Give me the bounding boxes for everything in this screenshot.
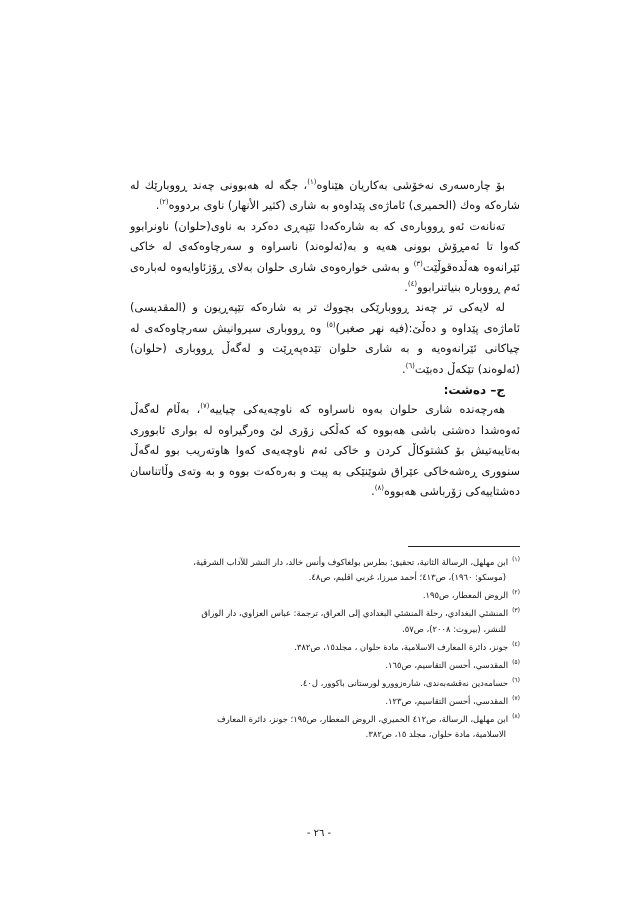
footnote-text: جونز، دائرة المعارف الاسلامیة، مادة حلوان ، مجلد١٥، ص٣٨٢.	[294, 641, 509, 652]
footnote-number: (٣)	[512, 607, 520, 615]
paragraph-2-end: .	[404, 281, 408, 295]
footnote-7	[128, 691, 520, 709]
paragraph-2-text-b: و بەشی خوارەوەی شاری حلوان بەلای ڕۆژئاوایەوە لەبارەی ئەم ڕووبارە بنیاتنرابوو	[130, 260, 520, 295]
footnote-1	[128, 552, 520, 570]
footnote-number: (٨)	[512, 713, 520, 721]
footnote-6	[128, 673, 520, 691]
footnote-text: (موسکو: ١٩٦٠)، ص٤١٣؛ أحمد میرزا، غربي اقلیم، ص٤٨.	[308, 572, 506, 583]
footnote-text: المقدسي، أحسن التقاسیم، ص١٢٣.	[385, 695, 509, 706]
paragraph-4-end: .	[371, 485, 375, 499]
paragraph-1	[130, 176, 520, 217]
footnote-text: الاسلامیة، مادة حلوان، مجلد ١٥، ص٣٨٢.	[365, 729, 506, 740]
footnote-ref-1: (١)	[307, 178, 317, 187]
footnote-3-cont	[128, 622, 520, 637]
footnote-ref-3: (٣)	[413, 259, 423, 268]
footnote-text: الروض المعطار، ص١٩٥.	[422, 590, 509, 601]
footnote-text: حسامەدین نەقشەبەندی، شارەزوورو لورستانی باکوور، ل٤٠.	[300, 677, 509, 688]
paragraph-1-text-b: ، جگە لە هەبوونی چەند ڕووبارێك لە شارەکە وەك (الحمیری) ئاماژەی پێداوەو بە شاری (کثیر الأنهار) ناوی بردووە	[130, 179, 520, 213]
main-text	[130, 176, 520, 503]
footnote-1-cont	[128, 570, 520, 585]
footnote-text: ابن مهلهل، الرسالة، ص٤١٢ الحمیري، الروض المعطار، ص١٩٥؛ جونز، دائرة المعارف	[216, 714, 509, 725]
footnote-text: للنشر، (بیروت: ٢٠٠٨)، ص٥٧.	[402, 623, 506, 634]
footnote-ref-5: (٥)	[326, 321, 336, 330]
footnote-ref-4: (٤)	[407, 280, 418, 289]
footnote-4	[128, 637, 520, 655]
paragraph-1-text-a: بۆ چارەسەری نەخۆشی بەکاریان هێناوە	[316, 179, 505, 192]
paragraph-3-end: .	[402, 362, 406, 376]
footnote-5	[128, 655, 520, 673]
footnote-number: (٧)	[512, 695, 520, 703]
paragraph-3-text-b: وە ڕووباری سیروانیش سەرچاوەکەی لە چیاکانی ئێرانەوەیە و بە شاری حلوان تێدەپەڕێت و لەگەڵ ڕووباری (حلوان) (ئەلوەند) تێکەڵ دەبێت	[130, 321, 520, 376]
paragraph-3-text-a: لە لایەکی تر چەند ڕووبارێکی بچووك تر بە شارەکە تێپەڕیون و (المقدیسی) ئاماژەی پێداوە و دەڵێ:(فیە نهر صغیر)	[130, 301, 521, 335]
footnote-ref-2: (٢)	[159, 198, 169, 207]
footnote-3	[128, 603, 520, 621]
paragraph-4-text-a: هەرچەندە شاری حلوان بەوە ناسراوە کە ناوچەیەکی چیاییە	[209, 403, 505, 417]
section-heading: ج– دەشت:	[443, 383, 505, 398]
paragraph-3	[130, 298, 520, 380]
footnotes	[128, 552, 520, 743]
footnote-text: المقدسي، أحسن التقاسیم، ص١٦٥.	[385, 659, 509, 670]
footnote-number: (٦)	[512, 677, 520, 685]
footnote-text: المنشئي البغدادي، رحلة المنشئي البغدادي إلی العراق، ترجمة: عباس العزاوي، دار الوراق	[201, 608, 509, 619]
footnote-number: (١)	[512, 556, 520, 563]
footnote-8-cont	[128, 727, 520, 742]
paragraph-4	[130, 400, 520, 502]
paragraph-2	[130, 217, 520, 299]
footnote-text: ابن مهلهل، الرسالة الثانیة، تحقیق: بطرس بولغاکوف وأنس خالد، دار النشر للآداب الشرقیة،	[193, 556, 509, 567]
paragraph-4-text-b: ، بەڵام لەگەڵ ئەوەشدا دەشتی باشی هەبووە کە کەڵکی زۆری لێ وەرگیراوە لە بواری ئابووری بەتایبەتیش بۆ کشتوکاڵ کردن و خاکی ئەم ناوچەیەی کەوا هاوتەریب بوو لەگەڵ سنووری ڕەشەخاکی عێراق شوێنێکی بە پیت و بەرەکەت بووە و بە وتەی وڵاتناسان دەشتاییەکی زۆرباشی هەبووە	[130, 403, 520, 499]
footnote-number: (٤)	[512, 640, 520, 648]
footnote-2	[128, 585, 520, 603]
footnote-ref-6: (٦)	[405, 361, 415, 370]
paragraph-2-text-a: تەنانەت ئەو ڕووبارەی کە بە شارەکەدا تێپەڕی دەکرد بە ناوی(حلوان) ناونرابوو کەوا تا ئەمڕۆش بوونی هەیە و بە(ئەلوەند) ناسراوە و سەرچاوەکەی لە خاکی ئێرانەوە هەڵدەقوڵێت	[130, 219, 520, 274]
footnote-number: (٥)	[512, 658, 520, 666]
footnote-ref-7: (٧)	[200, 402, 210, 411]
footnote-separator	[408, 546, 520, 547]
footnote-8	[128, 709, 520, 727]
page-number: - ٢٦ -	[306, 828, 332, 839]
footnote-number: (٢)	[512, 589, 520, 597]
paragraph-1-end: .	[155, 199, 160, 213]
footnote-ref-8: (٨)	[374, 484, 384, 493]
